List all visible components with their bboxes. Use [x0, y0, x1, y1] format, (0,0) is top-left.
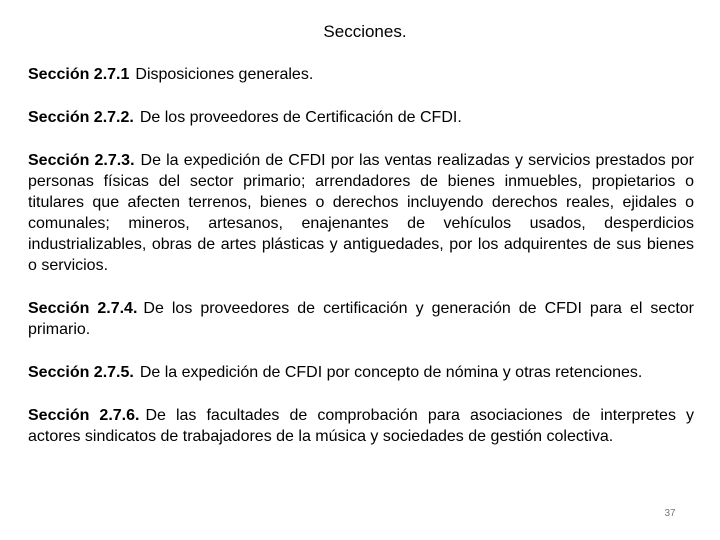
section-text: Disposiciones generales. — [135, 66, 314, 83]
page-number: 37 — [664, 508, 676, 519]
section-text: De la expedición de CFDI por las ventas realizadas y servicios prestados por personas físicas del sector primario; arrendadores de bienes inmuebles, propietarios o titulares que afecten terrenos, bienes o derechos incluyendo derechos reales, ejidales o comunales; mineros, artesanos, enajenantes de vehículos usados, desperdicios industrializables, obras de artes plásticas y antiguedades, por los adquirentes de sus bienes o servicios. — [28, 152, 694, 274]
page-title: Secciones. — [323, 22, 407, 41]
section-text: De las facultades de comprobación para asociaciones de interpretes y actores sindicatos de trabajadores de la música y sociedades de gestión colectiva. — [28, 407, 694, 445]
section-2-7-5 — [28, 362, 694, 383]
section-2-7-3 — [28, 150, 694, 276]
sections-list — [28, 64, 694, 447]
section-label: Sección 2.7.6. — [28, 407, 140, 424]
section-label: Sección 2.7.2. — [28, 109, 134, 126]
section-2-7-6 — [28, 405, 694, 447]
section-2-7-2 — [28, 107, 694, 128]
section-label: Sección 2.7.4. — [28, 300, 138, 317]
section-text: De la expedición de CFDI por concepto de nómina y otras retenciones. — [139, 364, 643, 381]
section-text: De los proveedores de certificación y generación de CFDI para el sector primario. — [28, 300, 694, 338]
section-2-7-4 — [28, 298, 694, 340]
section-2-7-1 — [28, 64, 694, 85]
section-label: Sección 2.7.1 — [28, 66, 130, 83]
section-label: Sección 2.7.3. — [28, 152, 135, 169]
section-label: Sección 2.7.5. — [28, 364, 134, 381]
section-text: De los proveedores de Certificación de CFDI. — [139, 109, 462, 126]
